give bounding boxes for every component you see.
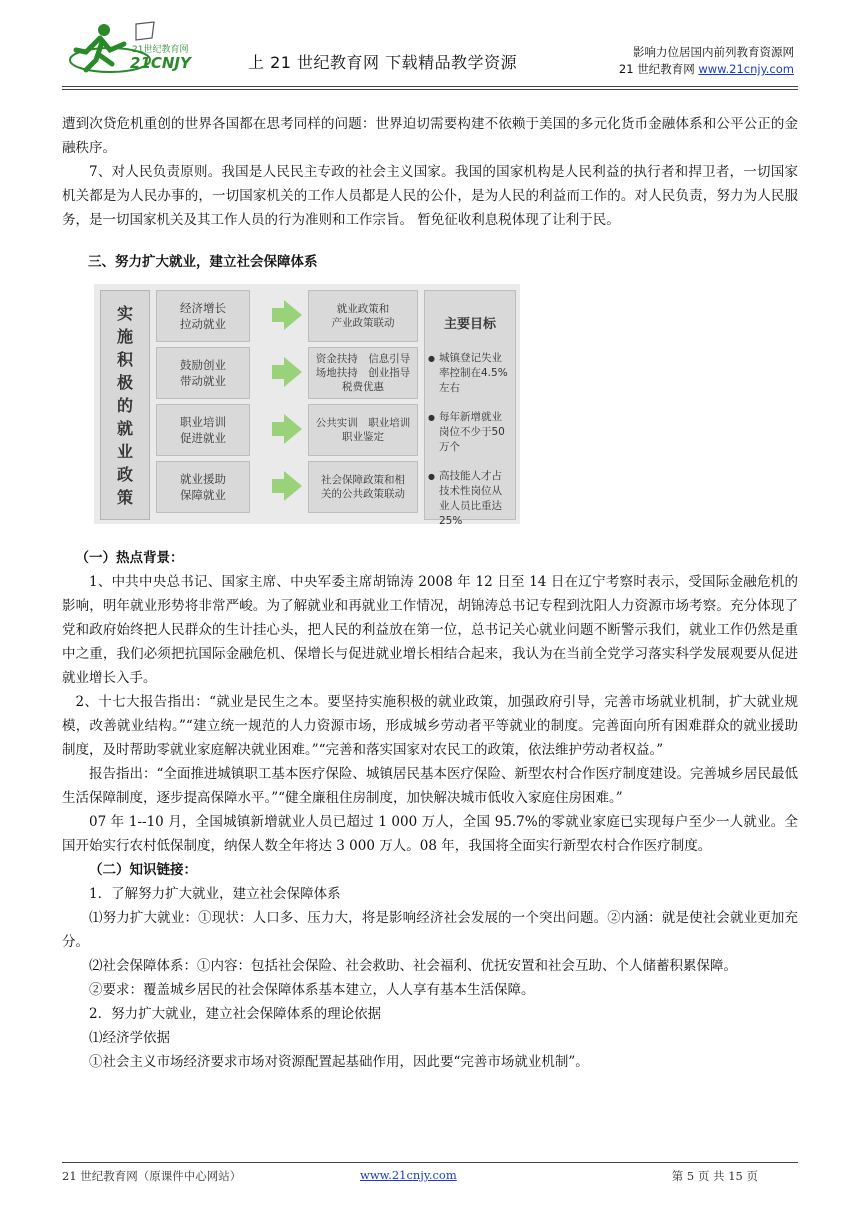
strategy-line: 鼓励创业 [180, 358, 226, 372]
measure-box [308, 461, 418, 513]
measure-line: 资金扶持 信息引导 [315, 353, 411, 365]
paragraph: 遭到次贷危机重创的世界各国都在思考同样的问题：世界迫切需要构建不依赖于美国的多元化货币金融体系和公平公正的金融秩序。 [62, 116, 798, 156]
strategy-line: 带动就业 [180, 374, 226, 388]
left-label-char: 的 [116, 395, 133, 415]
arrow-icon [284, 471, 302, 501]
measure-line: 场地扶持 创业指导 [315, 367, 411, 379]
paragraph: ⑵社会保障体系：①内容：包括社会保险、社会救助、社会福利、优抚安置和社会互助、个人储蓄积累保障。 [89, 958, 737, 974]
measure-line: 公共实训 职业培训 [315, 417, 411, 429]
section-title: 三、努力扩大就业，建立社会保障体系 [88, 254, 318, 270]
measure-line: 产业政策联动 [331, 317, 395, 329]
arrow-icon [284, 414, 302, 444]
measure-line: 就业政策和 [336, 303, 390, 315]
strategy-box [156, 404, 250, 456]
footer-divider [62, 1162, 798, 1163]
diagram-goals [424, 290, 516, 527]
paragraph: 1、中共中央总书记、国家主席、中央军委主席胡锦涛 2008 年 12 日至 14 日在辽宁考察时表示，受国际金融危机的影响，明年就业形势将非常严峻。为了解就业和再就业工作情况，胡锦涛总书记专程到沈阳人力资源市场考察。充分体现了党和政府始终把人民群众的生计挂心头，把人民的利益放在第一位，总书记关心就业问题不断警示我们，就业工作仍然是重中之重，我们必须把抗国际金融危机、保增长与促进就业增长相结合起来，我认为在当前全党学习落实科学发展观要从促进就业增长入手。 [62, 574, 798, 686]
left-label-char: 施 [116, 326, 133, 346]
svg-text:21世纪教育网: 21世纪教育网 [132, 45, 189, 55]
paragraph: 1．了解努力扩大就业，建立社会保障体系 [89, 886, 341, 902]
header-site-line: 21 世纪教育网 www.21cnjy.com [618, 62, 794, 76]
site-logo [66, 20, 226, 78]
measure-box [308, 290, 418, 342]
subsection-title: （二）知识链接： [89, 862, 197, 878]
header-site-link[interactable]: www.21cnjy.com [698, 62, 794, 76]
paragraph: ①社会主义市场经济要求市场对资源配置起基础作用，因此要“完善市场就业机制”。 [89, 1054, 589, 1070]
header-divider-thin [62, 89, 798, 90]
left-label-char: 政 [116, 464, 133, 484]
measure-line: 职业鉴定 [342, 431, 384, 443]
paragraph: 7、对人民负责原则。我国是人民民主专政的社会主义国家。我国的国家机构是人民利益的执行者和捍卫者，一切国家机关都是为人民办事的，一切国家机关的工作人员都是人民的公仆，是为人民的利益而工作的。对人民负责，努力为人民服务，是一切国家机关及其工作人员的行为准则和工作宗旨。 暂免征收利息税体现了让利于民。 [62, 164, 798, 228]
strategy-line: 职业培训 [180, 415, 226, 429]
footer-site-link[interactable]: www.21cnjy.com [360, 1168, 457, 1182]
arrow-icon [284, 357, 302, 387]
measure-box [308, 404, 418, 456]
left-label-char: 极 [116, 372, 133, 392]
employment-policy-diagram [94, 284, 520, 527]
goals-title: 主要目标 [443, 317, 496, 332]
measure-line: 税费优惠 [342, 381, 384, 393]
header-slogan: 上 21 世纪教育网 下载精品教学资源 [248, 53, 518, 72]
page-number: 第 5 页 共 15 页 [671, 1169, 758, 1183]
document-body [62, 112, 798, 1074]
strategy-line: 就业援助 [180, 472, 226, 486]
header-right [619, 44, 794, 78]
paragraph: ⑴努力扩大就业：①现状：人口多、压力大，将是影响经济社会发展的一个突出问题。②内涵：就是使社会就业更加充分。 [62, 910, 798, 950]
goal-item: ● 每年新增就业岗位不少于50万个 [425, 410, 515, 455]
paragraph: 2．努力扩大就业，建立社会保障体系的理论依据 [89, 1006, 382, 1022]
left-label-char: 就 [116, 418, 133, 438]
left-label-char: 积 [116, 349, 133, 369]
page-header [0, 0, 860, 90]
measure-line: 社会保障政策和相 [321, 474, 405, 486]
subsection-title: （一）热点背景： [75, 550, 184, 566]
goal-item: ● 高技能人才占技术性岗位从业人员比重达25% [425, 469, 515, 529]
arrow-icon [284, 300, 302, 330]
footer-site-name: 21 世纪教育网（原课件中心网站） [62, 1169, 242, 1183]
header-divider [62, 86, 798, 87]
left-label-char: 业 [116, 441, 133, 461]
strategy-line: 保障就业 [180, 488, 226, 502]
header-tagline: 影响力位居国内前列教育资源网 [633, 45, 794, 59]
left-label-char: 策 [116, 487, 133, 507]
goal-item: ● 城镇登记失业率控制在4.5%左右 [425, 351, 515, 396]
diagram-left-label [100, 290, 150, 520]
left-label-char: 实 [116, 303, 133, 323]
measure-box [308, 347, 418, 399]
strategy-box [156, 290, 250, 342]
paragraph: 2、十七大报告指出：“就业是民生之本。要坚持实施积极的就业政策，加强政府引导，完善市场就业机制，扩大就业规模，改善就业结构。”“建立统一规范的人力资源市场，形成城乡劳动者平等就业的制度。完善面向所有困难群众的就业援助制度，及时帮助零就业家庭解决就业困难。”“完善和落实国家对农民工的政策，依法维护劳动者权益。” [62, 694, 798, 758]
strategy-line: 促进就业 [180, 431, 226, 445]
strategy-line: 拉动就业 [180, 317, 226, 331]
paragraph: ②要求：覆盖城乡居民的社会保障体系基本建立，人人享有基本生活保障。 [89, 982, 535, 998]
strategy-line: 经济增长 [180, 301, 226, 315]
paragraph: 报告指出：“全面推进城镇职工基本医疗保险、城镇居民基本医疗保险、新型农村合作医疗制度建设。完善城乡居民最低生活保障制度，逐步提高保障水平。”“健全廉租住房制度，加快解决城市低收入家庭住房困难。” [62, 766, 798, 806]
strategy-box [156, 461, 250, 513]
paragraph: ⑴经济学依据 [89, 1030, 170, 1046]
measure-line: 关的公共政策联动 [321, 488, 405, 500]
svg-text:21CNJY: 21CNJY [130, 54, 191, 72]
paragraph: 07 年 1--10 月，全国城镇新增就业人员已超过 1 000 万人，全国 95.7%的零就业家庭已实现每户至少一人就业。全国开始实行农村低保制度，纳保人数全年将达 3 000 万人。08 年，我国将全面实行新型农村合作医疗制度。 [62, 814, 798, 854]
strategy-box [156, 347, 250, 399]
